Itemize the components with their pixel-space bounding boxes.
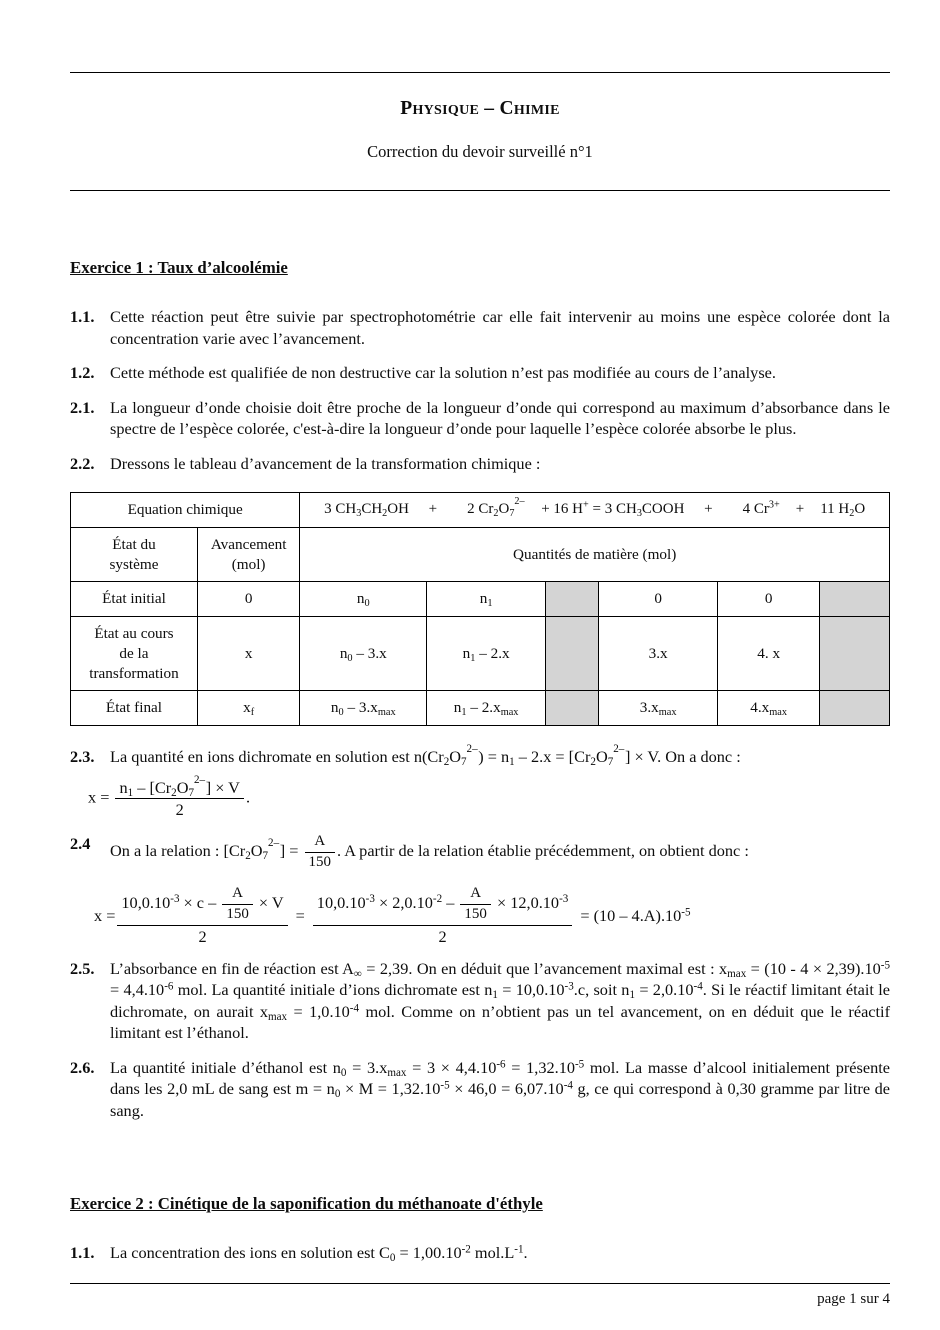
fraction-2-4-first-denominator: 2 [198,926,207,946]
table-row [71,691,890,726]
fraction-2-4-second [313,885,573,946]
formula-2-4-equals: = [295,905,305,925]
cell-ethanol-initial: $n_0$ [300,582,427,617]
cell-chrome-initial: 0 [717,582,819,617]
item-ex2-1-1-number: 1.1. [70,1243,95,1263]
exercise-2-heading-wrap [70,1193,890,1229]
inner-fraction-a-numerator: A [222,885,252,905]
fraction-relation-numerator: A [305,833,335,853]
inner-fraction-b-denominator: 150 [464,906,487,923]
exercise-1-heading-wrap [70,257,890,293]
item-1-1 [70,306,890,349]
cell-ethanol-final: $n_0 - 3.x_{max}$ [300,691,427,726]
item-ex2-1-1-text: La concentration des ions en solution est $C_0 = 1,00.10^{-2}$ $mol.L^{-1}$. [110,1243,528,1265]
item-2-5-text: L’absorbance en fin de réaction est $A_\infty = 2,39$. On en déduit que l’avancement maximal est : $x_{max} = (10 - 4 \times 2,39).10^{-5} = 4,4.10^{-6}$ mol. La quantité initiale d’ions dichromate est $n_1 = 10,0.10^{-3}.c$, soit $n_1 = 2,0.10^{-4}$. Si le réactif limitant était le dichromate, on aurait $x_{max} = 1,0.10^{-4}$ mol. Comme on n’obtient pas un tel avancement, on en déduit que le réactif limitant est l’éthanol. [110,958,891,1043]
item-1-2-text: Cette méthode est qualifiée de non destructive car la solution n’est pas modifiée au cours de l’analyse. [110,363,776,383]
header-bottom-rule [70,190,890,191]
advancement-header-line1: Avancement [210,535,287,553]
item-2-6-text: La quantité initiale d’éthanol est $n_0 = 3.x_{max} = 3 \times 4,4.10^{-6} = 1,32.10^{-5}$ mol. La masse d’alcool initialement présente dans les 2,0 mL de sang est $m = n_0 \times M = 1,32.10^{-5} \times 46,0 = 6,07.10^{-4}$ g, ce qui correspond à 0,30 gramme par litre de sang. [110,1057,891,1120]
fraction-2-4-second-numerator: $10,0.10^{-3} \times 2,0.10^{-2}$ – $\frac{A}{150}$ × $12,0.10^{-3}$ [313,885,573,925]
exercise-2-title: Exercice 2 : Cinétique de la saponification du méthanoate d'éthyle [70,1194,543,1214]
item-2-3-number: 2.3. [70,747,95,767]
cell-advancement-header [197,527,299,582]
state-header-line2: système [109,555,159,573]
cell-advancement-initial: 0 [197,582,299,617]
fraction-2-3 [115,773,243,819]
fraction-2-3-numerator: $n_1 - [Cr_2O_7$ 2– ] × V [115,778,243,799]
fraction-2-4-first [117,885,287,946]
state-header-line1: État du [112,535,156,553]
cell-chrome-during: 4. x [717,617,819,691]
advancement-header-line2: (mol) [231,555,266,573]
item-2-3-text: La quantité en ions dichromate en solution est $n(Cr_2O_7$ 2– ) = $n_1 - 2.x = [Cr_2O_7$ 2– ] × V. On a donc : [110,742,741,769]
cell-chemical-equation: 3 $CH_3CH_2OH + 2$ $Cr_2O_7$ 2– + 16 H+ = 3 $CH_3COOH + 4$ $Cr^{3+} + 11$ $H_2O$ [300,493,890,528]
cell-proton-during [546,617,599,691]
cell-advancement-final: $x_f$ [197,691,299,726]
item-2-2-text: Dressons le tableau d’avancement de la transformation chimique : [110,453,541,473]
inner-fraction-b [460,885,490,923]
cell-proton-initial [546,582,599,617]
fraction-2-3-denominator: 2 [175,799,184,819]
cell-quantities-header: Quantités de matière (mol) [300,527,890,582]
fraction-2-4-first-numerator: $10,0.10^{-3} \times c$ – $\frac{A}{150}$ × V [117,885,287,925]
fraction-2-4-second-denominator: 2 [438,926,447,946]
document-page [70,0,890,1330]
item-1-2 [70,362,890,384]
cell-ethanol-during: $n_0 - 3.x$ [300,617,427,691]
item-2-6 [70,1057,890,1122]
fraction-relation-denominator: 150 [308,853,332,870]
item-2-4-text: On a la relation : [$Cr_2O_7$ 2– ] = $\frac{A}{150}$ . A partir de la relation établie précédemment, on obtient donc : [110,832,749,870]
item-2-1-text: La longueur d’onde choisie doit être proche de la longueur d’onde qui correspond au maximum d’absorbance dans le spectre de l’espèce colorée, c'est-à-dire la longueur d’onde pour laquelle l’espèce colorée absorbe le plus. [110,397,890,439]
cell-acid-initial: 0 [599,582,718,617]
item-ex2-1-1 [70,1242,890,1264]
table-row-subheader [71,527,890,582]
item-2-1 [70,397,890,440]
document-content [70,257,890,1264]
cell-dichromate-during: $n_1 - 2.x$ [427,617,546,691]
cell-chrome-final: $4.x_{max}$ [717,691,819,726]
header-top-rule [70,72,890,73]
formula-2-3: x = $n_1 - [Cr_2O_7$ 2– ] × V 2 . [88,773,251,819]
cell-dichromate-final: $n_1 - 2.x_{max}$ [427,691,546,726]
inner-fraction-a [222,885,252,923]
cell-state-during [71,617,198,691]
cell-equation-label: Equation chimique [71,493,300,528]
advancement-table [70,492,890,726]
item-1-2-number: 1.2. [70,363,95,383]
cell-water-initial [820,582,890,617]
item-2-2 [70,453,890,475]
inner-fraction-b-numerator: A [460,885,490,905]
page-subtitle: Correction du devoir surveillé n°1 [367,142,593,162]
item-2-6-number: 2.6. [70,1057,95,1077]
table-row [71,582,890,617]
cell-proton-final [546,691,599,726]
table-row-equation [71,493,890,528]
footer-rule [70,1283,890,1284]
item-2-5-number: 2.5. [70,958,95,978]
cell-state-initial: État initial [71,582,198,617]
page-footer [70,1283,890,1308]
item-2-5 [70,958,890,1044]
item-1-1-text: Cette réaction peut être suivie par spectrophotométrie car elle fait intervenir au moins une espèce colorée dont la concentration varie avec l’avancement. [110,307,890,348]
cell-water-during [820,617,890,691]
state-during-line1: État au cours [94,625,174,643]
page-header [70,0,890,191]
cell-water-final [820,691,890,726]
page-title: Physique – Chimie [400,98,560,119]
table-row [71,617,890,691]
item-2-4-number: 2.4 [70,833,91,853]
item-2-4 [70,833,890,871]
state-during-line3: transformation [89,664,179,682]
cell-acid-final: $3.x_{max}$ [599,691,718,726]
cell-acid-during: 3.x [599,617,718,691]
cell-state-final: État final [71,691,198,726]
formula-2-4 [94,885,890,946]
item-1-1-number: 1.1. [70,307,95,327]
formula-2-4-lhs: x = [94,905,116,925]
item-2-3 [70,742,890,769]
exercise-1-title: Exercice 1 : Taux d’alcoolémie [70,258,288,278]
fraction-relation-2-4 [305,833,335,871]
page-number: page 1 sur 4 [817,1291,890,1307]
inner-fraction-a-denominator: 150 [226,906,249,923]
item-2-1-number: 2.1. [70,397,95,417]
formula-2-4-result: = $(10 - 4.A).10^{-5}$ [580,905,691,925]
cell-dichromate-initial: $n_1$ [427,582,546,617]
state-during-line2: de la [119,644,149,662]
item-2-2-number: 2.2. [70,453,95,473]
cell-advancement-during: x [197,617,299,691]
cell-state-header [71,527,198,582]
